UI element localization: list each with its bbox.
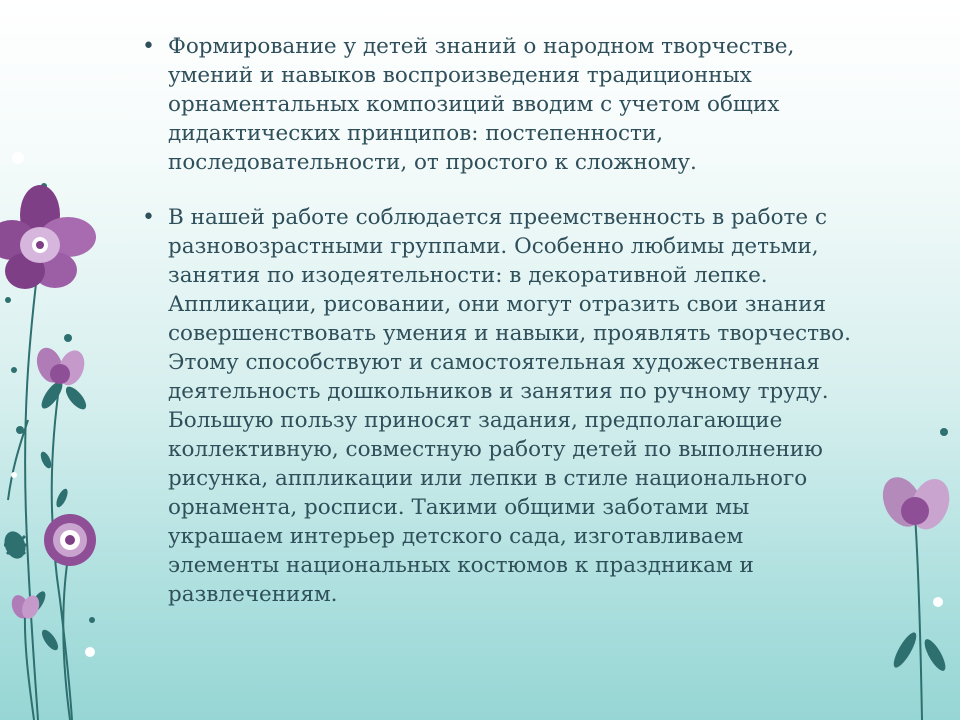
bullet-list — [140, 32, 860, 609]
flower-ring — [44, 514, 96, 566]
slide-content — [140, 32, 860, 635]
bullet-marker: • — [142, 34, 155, 59]
left-stems — [8, 250, 72, 720]
bullet-item-1 — [140, 32, 860, 177]
right-stem — [915, 515, 922, 720]
bullet-text: Формирование у детей знаний о народном творчестве, умений и навыков воспроизведения традиционных орнаментальных композиций вводим с учетом общих дидактических принципов: постепенности, последовательности, от простого к сложному. — [168, 34, 795, 175]
bullet-item-2 — [140, 203, 860, 609]
flower-large — [0, 185, 96, 289]
flower-small-mid — [32, 344, 89, 389]
sparkles-right — [933, 597, 943, 607]
bullet-text: В нашей работе соблюдается преемственность в работе с разновозрастными группами. Особенно любимы детьми, занятия по изодеятельности: в декоративной лепке. Аппликации, рисовании, они могут отразить свои знания совершенствовать умения и навыки, проявлять творчество. Этому способствуют и самостоятельная художественная деятельность дошкольников и занятия по ручному труду. Большую пользу приносят задания, предполагающие коллективную, совместную работу детей по выполнению рисунка, аппликации или лепки в стиле национального орнамента, росписи. Такими общими заботами мы украшаем интерьер детского сада, изготавливаем элементы национальных костюмов к праздникам и развлечениям. — [168, 205, 851, 607]
bullet-marker: • — [142, 205, 155, 230]
starburst-teal — [4, 533, 28, 557]
